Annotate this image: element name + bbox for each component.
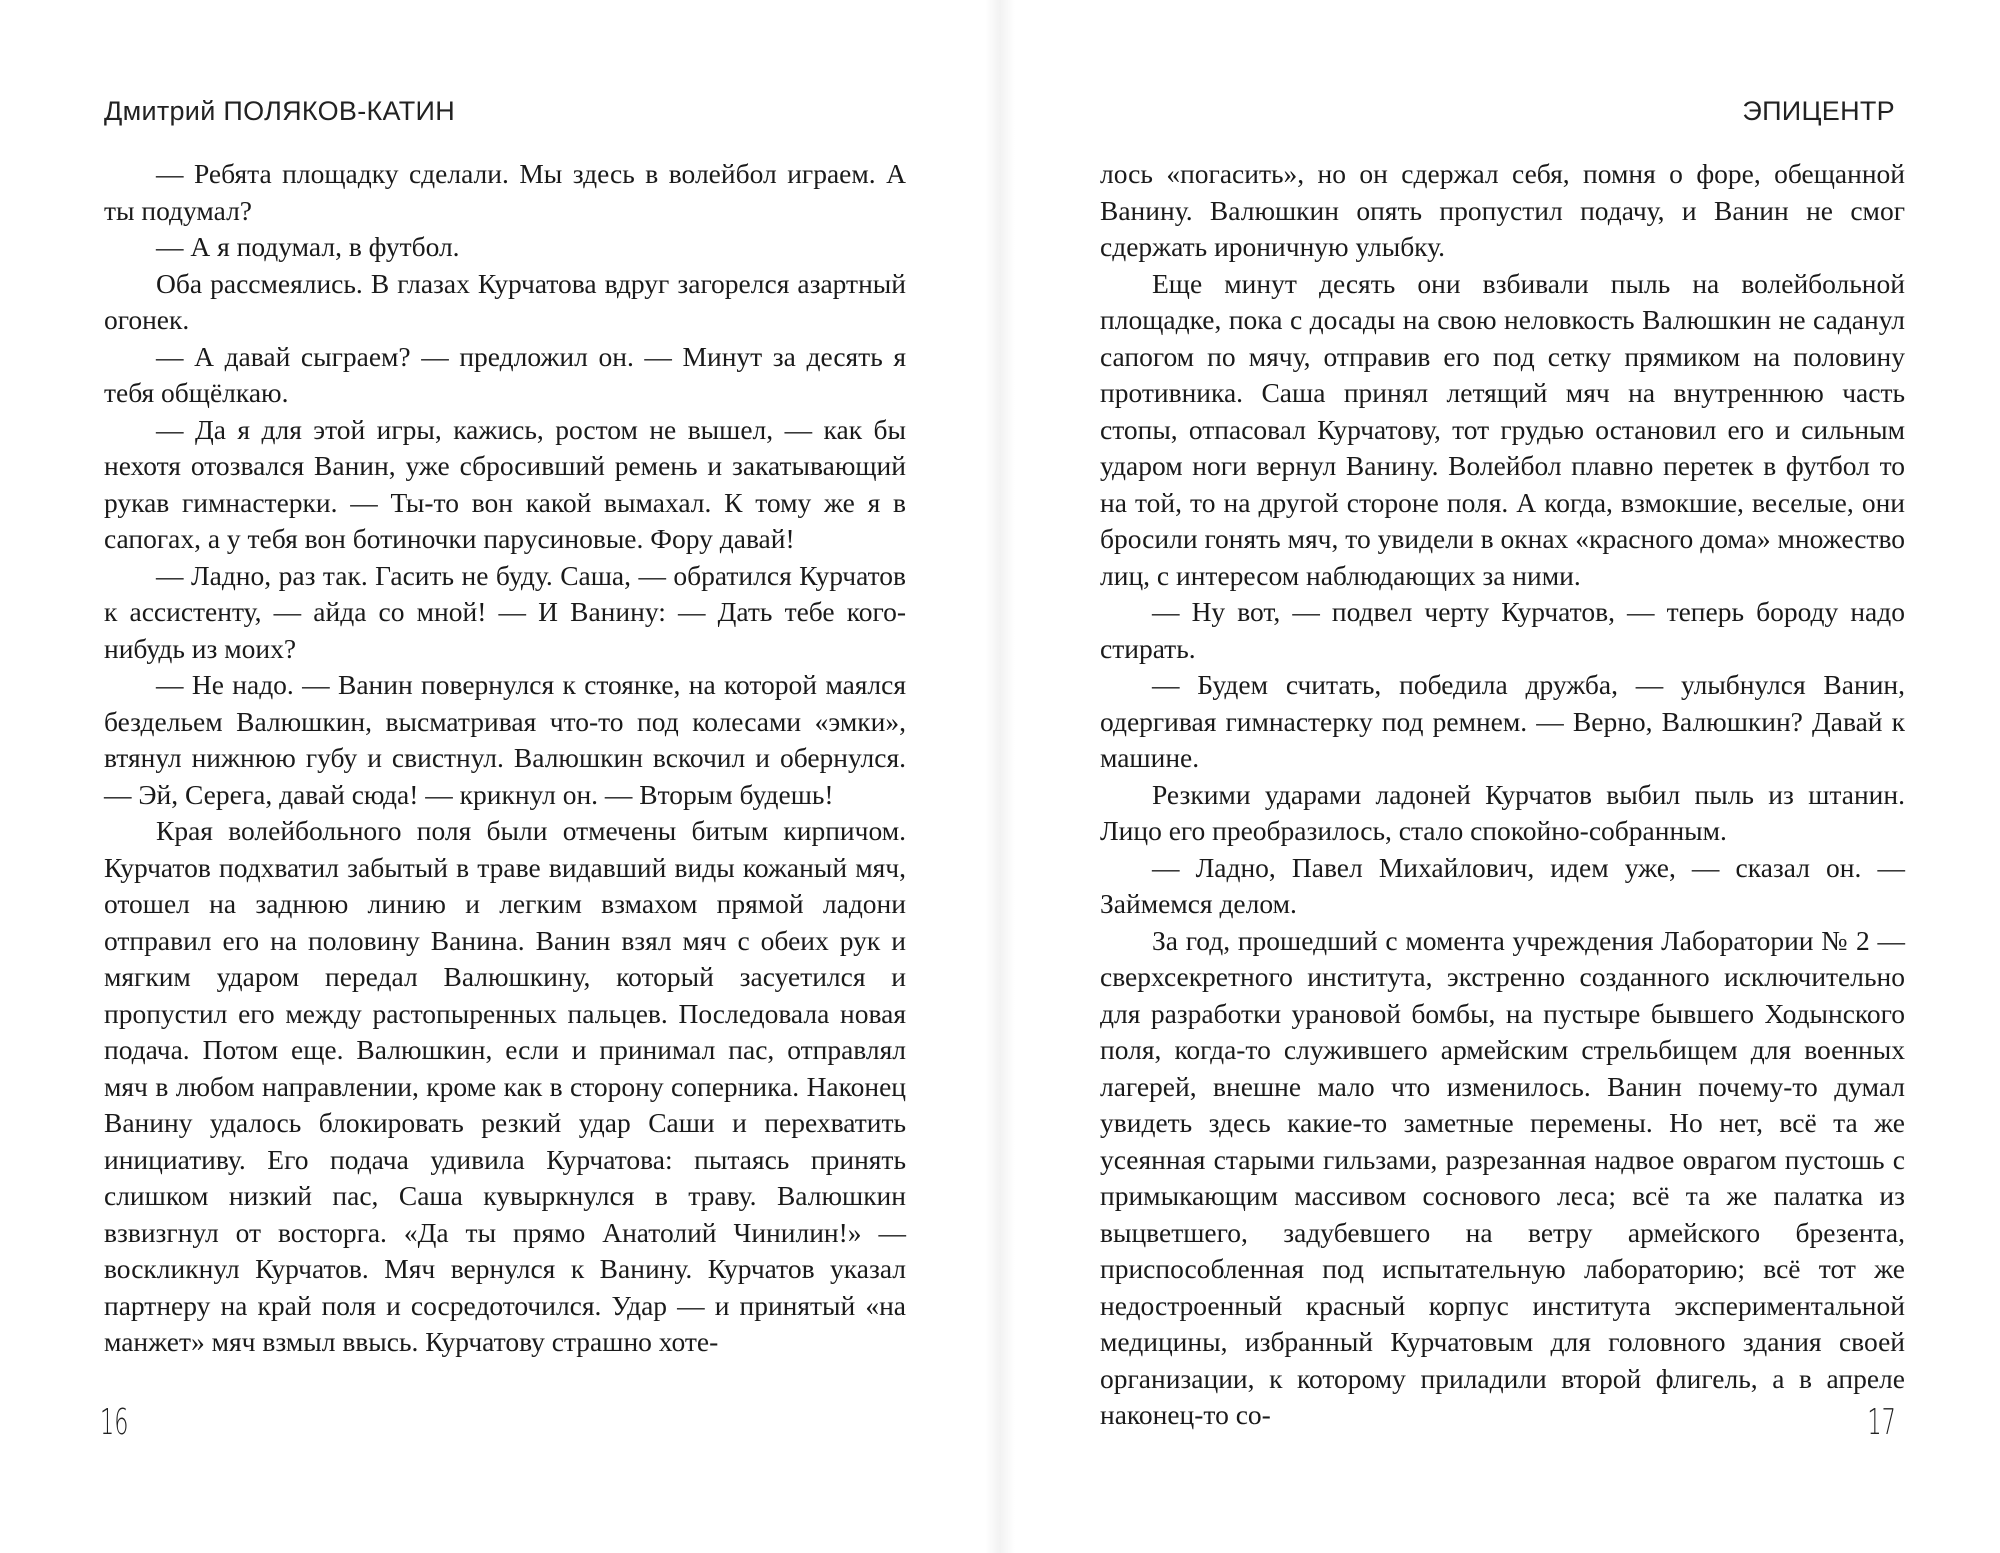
right-paragraph-4: — Будем считать, победила дружба, — улыбнулся Ванин, одергивая гимнастерку под ремнем. — Верно, Валюшкин? Давай к машине. [1100, 669, 1905, 773]
right-paragraph-7: За год, прошедший с момента учреждения Лаборатории № 2 — сверхсекретного института, экстренно созданного исключительно для разработки урановой бомбы, на пустыре бывшего Ходынского поля, когда-то служившего армейским стрельбищем для военных лагерей, внешне мало что изменилось. Ванин почему-то думал увидеть здесь какие-то заметные перемены. Но нет, всё та же усеянная старыми гильзами, разрезанная надвое оврагом пустошь с примыкающим массивом соснового леса; всё та же палатка из выцветшего, задубевшего на ветру армейского брезента, приспособленная под испытательную лабораторию; всё тот же недостроенный красный корпус института экспериментальной медицины, избранный Курчатовым для головного здания своей организации, к которому приладили второй флигель, а в апреле наконец-то со- [1100, 924, 1905, 1430]
right-paragraph-2: Еще минут десять они взбивали пыль на волейбольной площадке, пока с досады на свою неловкость Валюшкин не саданул сапогом по мячу, отправив его под сетку прямиком на половину противника. Саша принял летящий мяч на внутреннюю часть стопы, отпасовал Курчатову, тот грудью остановил его и сильным ударом ноги вернул Ванину. Волейбол плавно перетек в футбол то на той, то на другой стороне поля. А когда, взмокшие, веселые, они бросили гонять мяч, то увидели в окнах «красного дома» множество лиц, с интересом наблюдающих за ними. [1100, 267, 1905, 591]
right-paragraph-1: лось «погасить», но он сдержал себя, помня о форе, обещанной Ванину. Валюшкин опять пропустил подачу, и Ванин не смог сдержать ироничную улыбку. [1100, 158, 1905, 262]
right-page [1010, 0, 2000, 1553]
left-paragraph-5: — Да я для этой игры, кажись, ростом не вышел, — как бы нехотя отозвался Ванин, уже сбросивший ремень и закатывающий рукав гимнастерки. — Ты-то вон какой вымахал. К тому же я в сапогах, а у тебя вон ботиночки парусиновые. Фору давай! [104, 413, 906, 554]
left-paragraph-6: — Ладно, раз так. Гасить не буду. Саша, — обратился Курчатов к ассистенту, — айда со мной! — И Ванину: — Дать тебе кого-нибудь из моих? [104, 559, 906, 664]
left-paragraph-8: Края волейбольного поля были отмечены битым кирпичом. Курчатов подхватил забытый в траве видавший виды кожаный мяч, отошел на заднюю линию и легким взмахом прямой ладони отправил его на половину Ванина. Ванин взял мяч с обеих рук и мягким ударом передал Валюшкину, который засуетился и пропустил его между растопыренных пальцев. Последовала новая подача. Потом еще. Валюшкин, если и принимал пас, отправлял мяч в любом направлении, кроме как в сторону соперника. Наконец Ванину удалось блокировать резкий удар Саши и перехватить инициативу. Его подача удивила Курчатова: пытаясь принять слишком низкий пас, Саша кувыркнулся в траву. Валюшкин взвизгнул от восторга. «Да ты прямо Анатолий Чинилин!» — воскликнул Курчатов. Мяч вернулся к Ванину. Курчатов указал партнеру на край поля и сосредоточился. Удар — и принятый «на манжет» мяч взмыл ввысь. Курчатову страшно хоте- [104, 815, 906, 1357]
left-paragraph-1: — Ребята площадку сделали. Мы здесь в волейбол играем. А ты подумал? [104, 158, 906, 226]
right-paragraph-5: Резкими ударами ладоней Курчатов выбил пыль из штанин. Лицо его преобразилось, стало спокойно-собранным. [1100, 778, 1905, 846]
right-body-text [1100, 156, 1905, 1434]
left-paragraph-3: Оба рассмеялись. В глазах Курчатова вдруг загорелся азартный огонек. [104, 267, 906, 335]
left-paragraph-4: — А давай сыграем? — предложил он. — Минут за десять я тебя общёлкаю. [104, 340, 906, 408]
right-running-head: ЭПИЦЕНТР [1742, 96, 1895, 126]
right-paragraph-3: — Ну вот, — подвел черту Курчатов, — теперь бороду надо стирать. [1100, 596, 1905, 664]
left-paragraph-2: — А я подумал, в футбол. [156, 231, 460, 262]
right-page-number: 17 [1867, 1402, 1896, 1443]
right-paragraph-6: — Ладно, Павел Михайлович, идем уже, — сказал он. — Займемся делом. [1100, 851, 1905, 919]
left-paragraph-7: — Не надо. — Ванин повернулся к стоянке, на которой маялся бездельем Валюшкин, высматривая что-то под колесами «эмки», втянул нижнюю губу и свистнул. Валюшкин вскочил и обернулся. — Эй, Серега, давай сюда! — крикнул он. — Вторым будешь! [104, 669, 906, 810]
left-page-number: 16 [100, 1402, 129, 1443]
left-body-text [104, 156, 906, 1361]
left-page [0, 0, 990, 1553]
left-running-head: Дмитрий ПОЛЯКОВ-КАТИН [104, 96, 456, 126]
